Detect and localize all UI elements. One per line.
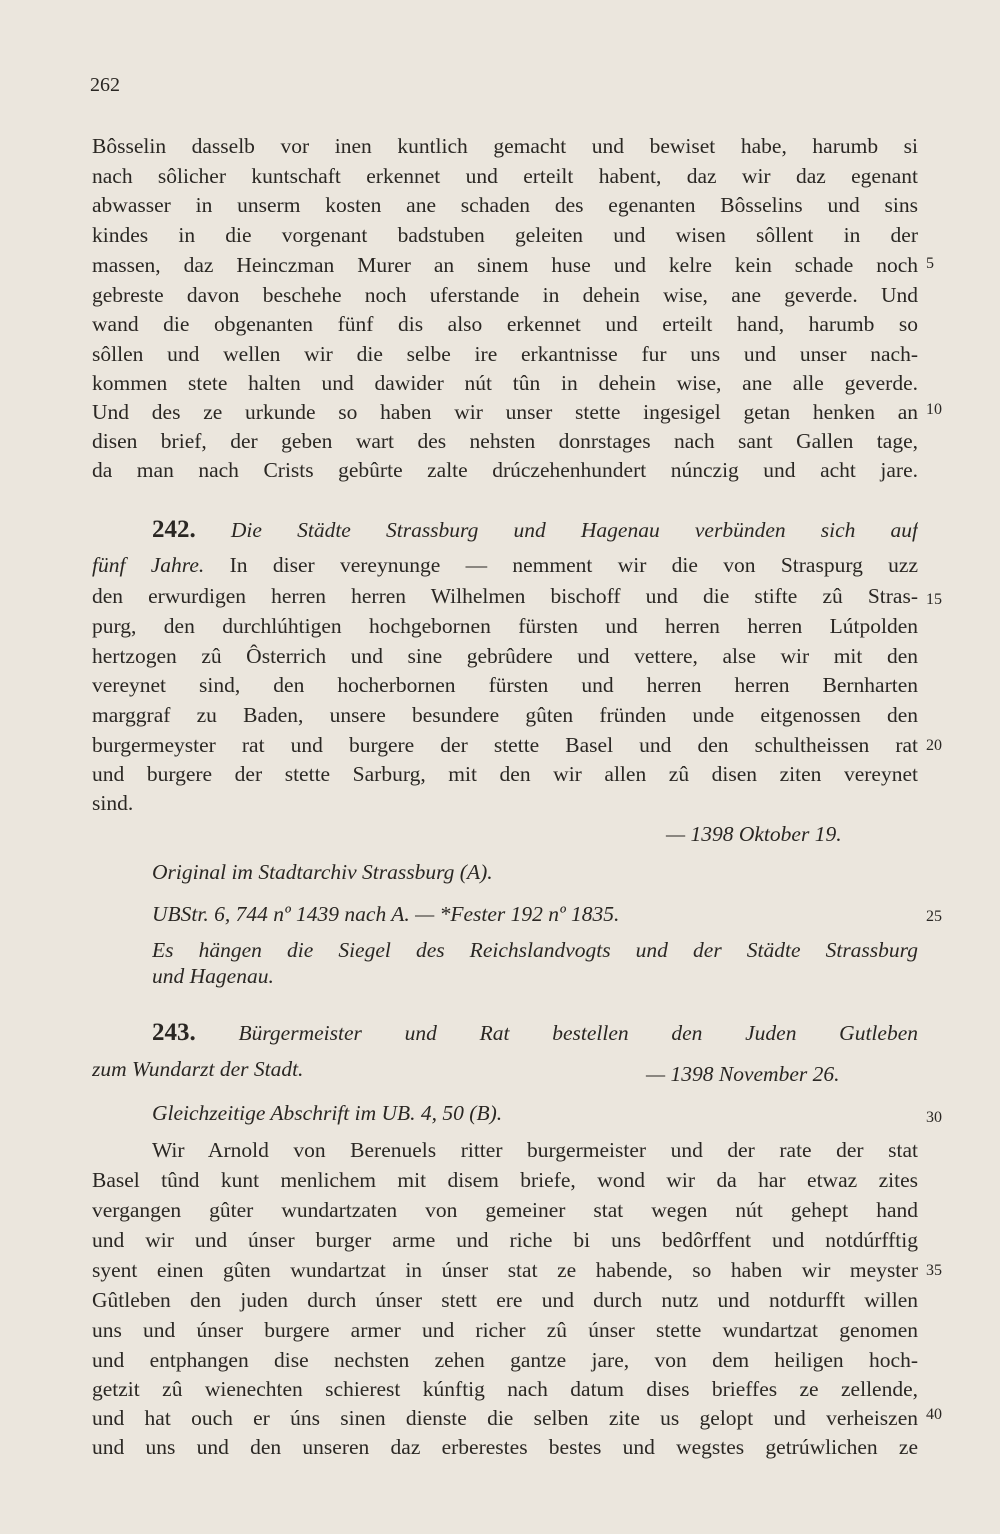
text-line: kindes in die vorgenant badstuben geleiten und wisen sôllent in der (92, 223, 918, 247)
text-line: sind. (92, 791, 134, 815)
doc-243-source-note: Gleichzeitige Abschrift im UB. 4, 50 (B). (152, 1101, 503, 1125)
text-line: den erwurdigen herren herren Wilhelmen bischoff und die stifte zû Stras- (92, 584, 918, 608)
line-number: 40 (926, 1406, 942, 1423)
doc-242-seal-note-end: und Hagenau. (152, 964, 274, 988)
text-line: und wir und únser burger arme und riche bi uns bedôrffent und notdúrfftig (92, 1228, 918, 1252)
doc-242-text-start: In diser vereynunge — nemment wir die von Straspurg uzz (229, 553, 918, 577)
line-number: 35 (926, 1262, 942, 1279)
text-line: disen brief, der geben wart des nehsten donrstages nach sant Gallen tage, (92, 429, 918, 453)
doc-243-title: Bürgermeister und Rat bestellen den Juden Gutleben (238, 1021, 918, 1045)
doc-242-heading (152, 515, 918, 545)
text-line: massen, daz Heinczman Murer an sinem huse und kelre kein schade noch (92, 253, 918, 277)
text-line: Wir Arnold von Berenuels ritter burgermeister und der rate der stat (152, 1138, 918, 1162)
text-line: uns und únser burgere armer und richer zû únser stette wundartzat genomen (92, 1318, 918, 1342)
text-line: sôllen und wellen wir die selbe ire erkantnisse fur uns und unser nach- (92, 342, 918, 366)
text-line: nach sôlicher kuntschaft erkennet und erteilt habent, daz wir daz egenant (92, 164, 918, 188)
doc-242-seal-note: Es hängen die Siegel des Reichslandvogts und der Städte Strassburg (152, 938, 918, 962)
text-line: und burgere der stette Sarburg, mit den wir allen zû disen ziten vereynet (92, 762, 918, 786)
doc-242-edition-note: UBStr. 6, 744 nº 1439 nach A. — *Fester 192 nº 1835. (152, 902, 620, 926)
text-line: marggraf zu Baden, unsere besundere gûten fründen unde eitgenossen den (92, 703, 918, 727)
text-line: hertzogen zû Ôsterrich und sine gebrûdere und vettere, alse wir mit den (92, 644, 918, 668)
text-line: burgermeyster rat und burgere der stette Basel und den schultheissen rat (92, 733, 918, 757)
doc-242-title: Die Städte Strassburg und Hagenau verbünden sich auf (230, 518, 918, 542)
text-line: Und des ze urkunde so haben wir unser stette ingesigel getan henken an (92, 400, 918, 424)
line-number: 10 (926, 401, 942, 418)
text-line: kommen stete halten und dawider nút tûn in dehein wise, ane alle geverde. (92, 371, 918, 395)
text-line: Bôsselin dasselb vor inen kuntlich gemacht und bewiset habe, harumb si (92, 134, 918, 158)
line-number: 25 (926, 908, 942, 925)
text-line: Gûtleben den juden durch únser stett ere und durch nutz und notdurfft willen (92, 1288, 918, 1312)
doc-243-number: 243. (152, 1019, 196, 1046)
text-line: vereynet sind, den hocherbornen fürsten und herren herren Bernharten (92, 673, 918, 697)
line-number: 30 (926, 1109, 942, 1126)
text-line: vergangen gûter wundartzaten von gemeiner stat wegen nút gehept hand (92, 1198, 918, 1222)
text-line: getzit zû wienechten schierest kúnftig nach datum dises brieffes ze zellende, (92, 1377, 918, 1401)
doc-242-title-end: fünf Jahre. (92, 553, 205, 577)
text-line: da man nach Crists gebûrte zalte drúczehenhundert núnczig und acht jare. (92, 458, 918, 482)
text-line: und uns und den unseren daz erberestes bestes und wegstes getrúwlichen ze (92, 1435, 918, 1459)
doc-243-date: — 1398 November 26. (646, 1062, 840, 1086)
text-line: purg, den durchlúhtigen hochgebornen fürsten und herren herren Lútpolden (92, 614, 918, 638)
text-line: abwasser in unserm kosten ane schaden des egenanten Bôsselins und sins (92, 193, 918, 217)
doc-243-title-end: zum Wundarzt der Stadt. (92, 1057, 304, 1081)
text-line: syent einen gûten wundartzat in únser stat ze habende, so haben wir meyster (92, 1258, 918, 1282)
line-number: 20 (926, 737, 942, 754)
text-line: gebreste davon beschehe noch uferstande in dehein wise, ane geverde. Und (92, 283, 918, 307)
text-line: und hat ouch er úns sinen dienste die selben zite us gelopt und verheiszen (92, 1406, 918, 1430)
doc-242-number: 242. (152, 516, 196, 543)
text-line: und entphangen dise nechsten zehen gantze jare, von dem heiligen hoch- (92, 1348, 918, 1372)
text-line: wand die obgenanten fünf dis also erkennet und erteilt hand, harumb so (92, 312, 918, 336)
doc-242-date: — 1398 Oktober 19. (666, 822, 842, 846)
doc-243-heading (152, 1018, 918, 1048)
doc-242-title-continued (92, 550, 918, 580)
page-number: 262 (90, 74, 120, 96)
line-number: 15 (926, 591, 942, 608)
text-line: Basel tûnd kunt menlichem mit disem briefe, wond wir da har etwaz zites (92, 1168, 918, 1192)
doc-242-source-note: Original im Stadtarchiv Strassburg (A). (152, 860, 493, 884)
line-number: 5 (926, 255, 934, 272)
